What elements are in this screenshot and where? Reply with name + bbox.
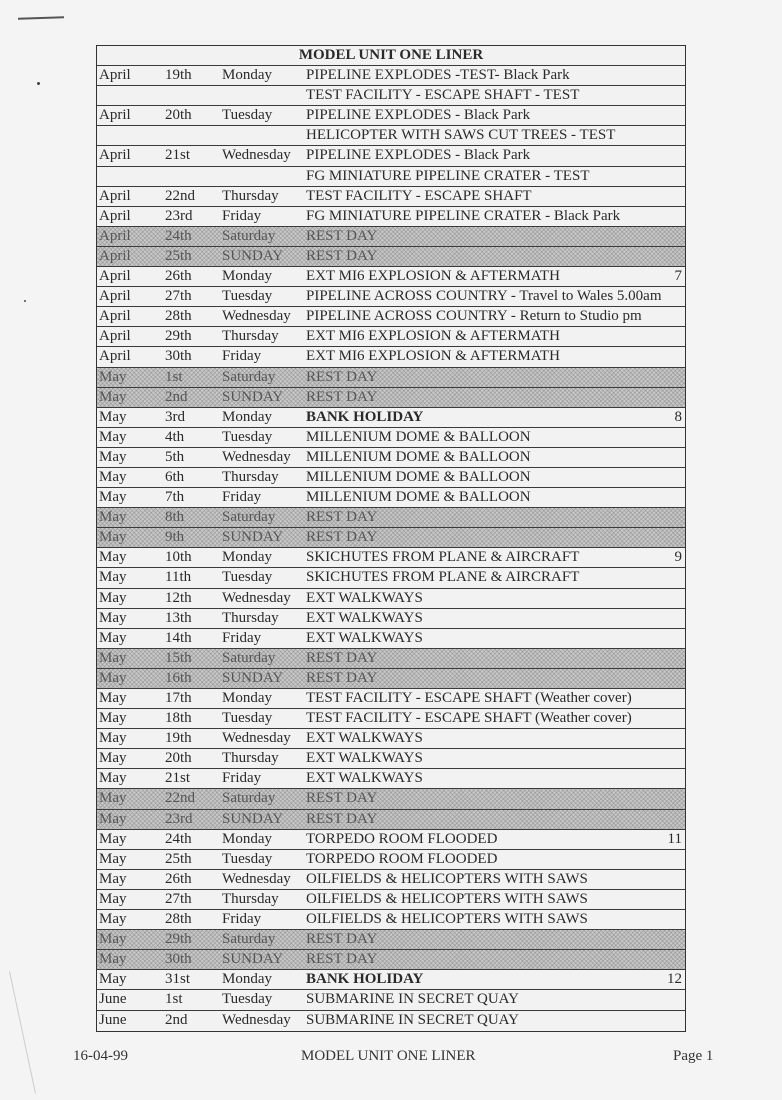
table-row <box>97 327 685 347</box>
cell-date: 28th <box>165 308 192 325</box>
cell-page-number: 7 <box>674 268 682 285</box>
cell-description: PIPELINE ACROSS COUNTRY - Travel to Wales 5.00am <box>306 288 662 305</box>
cell-day: Wednesday <box>222 1011 291 1028</box>
cell-month: April <box>99 247 131 264</box>
cell-date: 10th <box>165 549 192 566</box>
cell-date: 22nd <box>165 187 195 204</box>
cell-day: Monday <box>222 971 272 988</box>
table-row <box>97 66 685 86</box>
cell-date: 23rd <box>165 207 193 224</box>
table-row-rest-day <box>97 930 685 950</box>
cell-date: 3rd <box>165 408 185 425</box>
cell-day: Saturday <box>222 649 276 666</box>
table-row <box>97 1011 685 1031</box>
table-row-rest-day <box>97 789 685 809</box>
cell-description: EXT WALKWAYS <box>306 629 423 646</box>
cell-day: Wednesday <box>222 308 291 325</box>
cell-description: FG MINIATURE PIPELINE CRATER - Black Park <box>306 207 621 224</box>
footer-title: MODEL UNIT ONE LINER <box>301 1048 476 1064</box>
scan-mark <box>18 16 64 20</box>
table-row-rest-day <box>97 247 685 267</box>
cell-month: May <box>99 589 127 606</box>
cell-description: REST DAY <box>306 247 378 264</box>
cell-month: April <box>99 328 131 345</box>
cell-date: 8th <box>165 509 185 526</box>
table-row-rest-day <box>97 528 685 548</box>
table-row <box>97 468 685 488</box>
cell-date: 18th <box>165 710 192 727</box>
cell-month: May <box>99 428 127 445</box>
cell-description: TEST FACILITY - ESCAPE SHAFT (Weather cover) <box>306 710 632 727</box>
table-row <box>97 347 685 367</box>
cell-day: SUNDAY <box>222 529 284 546</box>
cell-description: PIPELINE ACROSS COUNTRY - Return to Studio pm <box>306 308 642 325</box>
table-row <box>97 609 685 629</box>
cell-description: EXT WALKWAYS <box>306 730 423 747</box>
table-row <box>97 589 685 609</box>
cell-month: April <box>99 147 131 164</box>
cell-day: Monday <box>222 268 272 285</box>
cell-date: 2nd <box>165 388 188 405</box>
cell-month: June <box>99 1011 127 1028</box>
table-row <box>97 167 685 187</box>
cell-month: May <box>99 669 127 686</box>
cell-description: BANK HOLIDAY <box>306 408 424 425</box>
cell-description: SUBMARINE IN SECRET QUAY <box>306 991 519 1008</box>
table-row <box>97 548 685 568</box>
table-row <box>97 990 685 1010</box>
cell-day: Tuesday <box>222 569 273 586</box>
table-row <box>97 870 685 890</box>
table-row <box>97 488 685 508</box>
cell-day: Wednesday <box>222 448 291 465</box>
table-row-rest-day <box>97 649 685 669</box>
schedule-table <box>96 45 686 1032</box>
cell-month: May <box>99 629 127 646</box>
cell-month: May <box>99 368 127 385</box>
cell-description: SUBMARINE IN SECRET QUAY <box>306 1011 519 1028</box>
cell-day: Friday <box>222 489 262 506</box>
cell-day: Thursday <box>222 609 279 626</box>
cell-month: April <box>99 348 131 365</box>
cell-day: Friday <box>222 348 262 365</box>
cell-date: 19th <box>165 67 192 84</box>
cell-day: Tuesday <box>222 107 273 124</box>
cell-date: 4th <box>165 428 185 445</box>
cell-date: 25th <box>165 850 192 867</box>
cell-day: Wednesday <box>222 730 291 747</box>
cell-month: May <box>99 408 127 425</box>
cell-page-number: 12 <box>667 971 682 988</box>
table-row <box>97 187 685 207</box>
scan-crease <box>9 971 36 1093</box>
cell-date: 6th <box>165 468 185 485</box>
cell-month: May <box>99 649 127 666</box>
cell-description: REST DAY <box>306 368 378 385</box>
cell-description: SKICHUTES FROM PLANE & AIRCRAFT <box>306 569 580 586</box>
scan-speck <box>24 300 26 302</box>
scan-speck <box>37 82 40 85</box>
cell-date: 9th <box>165 529 185 546</box>
cell-description: OILFIELDS & HELICOPTERS WITH SAWS <box>306 911 588 928</box>
cell-date: 24th <box>165 830 192 847</box>
cell-date: 14th <box>165 629 192 646</box>
cell-description: TEST FACILITY - ESCAPE SHAFT (Weather cover) <box>306 690 632 706</box>
table-row <box>97 126 685 146</box>
cell-description: EXT MI6 EXPLOSION & AFTERMATH <box>306 328 560 345</box>
cell-month: May <box>99 770 127 787</box>
table-row <box>97 850 685 870</box>
cell-date: 17th <box>165 690 192 706</box>
cell-day: Saturday <box>222 790 276 807</box>
cell-description: OILFIELDS & HELICOPTERS WITH SAWS <box>306 870 588 887</box>
cell-date: 21st <box>165 147 191 164</box>
cell-month: May <box>99 489 127 506</box>
cell-description: REST DAY <box>306 529 378 546</box>
cell-month: May <box>99 388 127 405</box>
footer-page-number: Page 1 <box>673 1048 714 1064</box>
cell-day: SUNDAY <box>222 810 284 827</box>
cell-description: PIPELINE EXPLODES - Black Park <box>306 107 531 124</box>
cell-month: April <box>99 107 131 124</box>
cell-description: REST DAY <box>306 669 378 686</box>
cell-date: 22nd <box>165 790 195 807</box>
cell-description: BANK HOLIDAY <box>306 971 424 988</box>
cell-description: REST DAY <box>306 810 378 827</box>
cell-day: Tuesday <box>222 850 273 867</box>
cell-page-number: 8 <box>674 408 682 425</box>
table-row <box>97 408 685 428</box>
cell-date: 31st <box>165 971 191 988</box>
table-title-row <box>97 46 685 66</box>
cell-description: REST DAY <box>306 227 378 244</box>
cell-date: 25th <box>165 247 192 264</box>
cell-month: April <box>99 187 131 204</box>
cell-month: May <box>99 830 127 847</box>
cell-month: May <box>99 750 127 767</box>
cell-day: Friday <box>222 207 262 224</box>
cell-month: June <box>99 991 127 1008</box>
cell-day: Tuesday <box>222 288 273 305</box>
cell-day: Tuesday <box>222 710 273 727</box>
cell-month: May <box>99 850 127 867</box>
cell-description: EXT MI6 EXPLOSION & AFTERMATH <box>306 268 560 285</box>
table-row <box>97 890 685 910</box>
cell-month: April <box>99 227 131 244</box>
cell-month: May <box>99 549 127 566</box>
cell-description: OILFIELDS & HELICOPTERS WITH SAWS <box>306 890 588 907</box>
cell-day: Thursday <box>222 750 279 767</box>
cell-day: SUNDAY <box>222 669 284 686</box>
cell-month: April <box>99 67 131 84</box>
table-title: MODEL UNIT ONE LINER <box>298 47 484 63</box>
cell-description: FG MINIATURE PIPELINE CRATER - TEST <box>306 167 590 184</box>
table-row <box>97 307 685 327</box>
cell-date: 27th <box>165 288 192 305</box>
cell-date: 11th <box>165 569 192 586</box>
cell-day: Saturday <box>222 227 276 244</box>
cell-month: May <box>99 790 127 807</box>
cell-description: MILLENIUM DOME & BALLOON <box>306 428 531 445</box>
table-row <box>97 749 685 769</box>
cell-month: May <box>99 468 127 485</box>
cell-description: PIPELINE EXPLODES -TEST- Black Park <box>306 67 570 84</box>
cell-date: 20th <box>165 107 192 124</box>
table-row-rest-day <box>97 669 685 689</box>
cell-day: Monday <box>222 830 272 847</box>
cell-day: Friday <box>222 770 262 787</box>
cell-description: MILLENIUM DOME & BALLOON <box>306 468 531 485</box>
table-row <box>97 428 685 448</box>
cell-month: May <box>99 529 127 546</box>
cell-description: REST DAY <box>306 931 378 948</box>
cell-month: May <box>99 971 127 988</box>
cell-month: April <box>99 207 131 224</box>
table-row <box>97 106 685 126</box>
table-body <box>97 66 685 1031</box>
cell-day: Saturday <box>222 368 276 385</box>
cell-date: 24th <box>165 227 192 244</box>
cell-day: Thursday <box>222 187 279 204</box>
cell-date: 26th <box>165 870 192 887</box>
cell-month: May <box>99 911 127 928</box>
cell-description: MILLENIUM DOME & BALLOON <box>306 448 531 465</box>
cell-date: 23rd <box>165 810 193 827</box>
table-row <box>97 830 685 850</box>
cell-day: SUNDAY <box>222 247 284 264</box>
cell-day: Friday <box>222 629 262 646</box>
cell-day: SUNDAY <box>222 388 284 405</box>
table-row <box>97 267 685 287</box>
cell-description: REST DAY <box>306 649 378 666</box>
cell-day: Tuesday <box>222 428 273 445</box>
table-row-rest-day <box>97 227 685 247</box>
cell-day: Thursday <box>222 328 279 345</box>
cell-date: 19th <box>165 730 192 747</box>
table-row-rest-day <box>97 508 685 528</box>
cell-month: May <box>99 609 127 626</box>
cell-month: May <box>99 730 127 747</box>
cell-description: PIPELINE EXPLODES - Black Park <box>306 147 531 164</box>
table-row <box>97 910 685 930</box>
cell-date: 1st <box>165 991 183 1008</box>
cell-day: Monday <box>222 549 272 566</box>
cell-day: Wednesday <box>222 589 291 606</box>
table-row <box>97 207 685 227</box>
cell-description: MILLENIUM DOME & BALLOON <box>306 489 531 506</box>
table-row <box>97 629 685 649</box>
cell-date: 29th <box>165 931 192 948</box>
table-row-rest-day <box>97 810 685 830</box>
cell-month: May <box>99 931 127 948</box>
cell-description: EXT MI6 EXPLOSION & AFTERMATH <box>306 348 560 365</box>
cell-description: EXT WALKWAYS <box>306 589 423 606</box>
cell-month: April <box>99 268 131 285</box>
cell-description: TORPEDO ROOM FLOODED <box>306 830 498 847</box>
cell-day: Monday <box>222 67 272 84</box>
cell-description: REST DAY <box>306 951 378 968</box>
cell-date: 7th <box>165 489 185 506</box>
cell-description: TEST FACILITY - ESCAPE SHAFT <box>306 187 532 204</box>
cell-date: 30th <box>165 951 192 968</box>
cell-day: Tuesday <box>222 991 273 1008</box>
cell-month: April <box>99 288 131 305</box>
cell-month: May <box>99 710 127 727</box>
cell-month: May <box>99 951 127 968</box>
cell-day: Friday <box>222 911 262 928</box>
cell-month: May <box>99 690 127 706</box>
cell-description: HELICOPTER WITH SAWS CUT TREES - TEST <box>306 127 616 144</box>
cell-month: May <box>99 509 127 526</box>
cell-date: 20th <box>165 750 192 767</box>
table-row-rest-day <box>97 368 685 388</box>
cell-date: 13th <box>165 609 192 626</box>
cell-day: Saturday <box>222 509 276 526</box>
table-row <box>97 970 685 990</box>
cell-date: 12th <box>165 589 192 606</box>
cell-date: 28th <box>165 911 192 928</box>
table-row <box>97 769 685 789</box>
cell-date: 26th <box>165 268 192 285</box>
cell-description: TEST FACILITY - ESCAPE SHAFT - TEST <box>306 87 580 104</box>
cell-description: REST DAY <box>306 790 378 807</box>
cell-description: TORPEDO ROOM FLOODED <box>306 850 498 867</box>
cell-day: Monday <box>222 408 272 425</box>
table-row <box>97 448 685 468</box>
table-row <box>97 287 685 307</box>
cell-description: EXT WALKWAYS <box>306 609 423 626</box>
cell-month: May <box>99 870 127 887</box>
cell-day: Thursday <box>222 468 279 485</box>
cell-month: April <box>99 308 131 325</box>
cell-day: SUNDAY <box>222 951 284 968</box>
cell-description: EXT WALKWAYS <box>306 750 423 767</box>
table-row-rest-day <box>97 950 685 970</box>
cell-page-number: 9 <box>674 549 682 566</box>
table-row <box>97 86 685 106</box>
cell-date: 30th <box>165 348 192 365</box>
cell-day: Wednesday <box>222 147 291 164</box>
table-row-rest-day <box>97 388 685 408</box>
cell-date: 29th <box>165 328 192 345</box>
cell-description: REST DAY <box>306 388 378 405</box>
cell-day: Saturday <box>222 931 276 948</box>
cell-day: Wednesday <box>222 870 291 887</box>
cell-date: 5th <box>165 448 185 465</box>
cell-day: Thursday <box>222 890 279 907</box>
cell-month: May <box>99 569 127 586</box>
cell-date: 21st <box>165 770 191 787</box>
cell-description: EXT WALKWAYS <box>306 770 423 787</box>
cell-month: May <box>99 810 127 827</box>
cell-date: 27th <box>165 890 192 907</box>
table-row <box>97 146 685 166</box>
cell-description: SKICHUTES FROM PLANE & AIRCRAFT <box>306 549 580 566</box>
cell-date: 2nd <box>165 1011 188 1028</box>
table-row <box>97 709 685 729</box>
table-row <box>97 729 685 749</box>
cell-page-number: 11 <box>667 830 682 847</box>
cell-date: 15th <box>165 649 192 666</box>
table-row <box>97 568 685 588</box>
table-row <box>97 689 685 709</box>
cell-description: REST DAY <box>306 509 378 526</box>
footer-date: 16-04-99 <box>73 1048 128 1064</box>
cell-month: May <box>99 448 127 465</box>
cell-month: May <box>99 890 127 907</box>
cell-date: 16th <box>165 669 192 686</box>
cell-day: Monday <box>222 690 272 706</box>
cell-date: 1st <box>165 368 183 385</box>
